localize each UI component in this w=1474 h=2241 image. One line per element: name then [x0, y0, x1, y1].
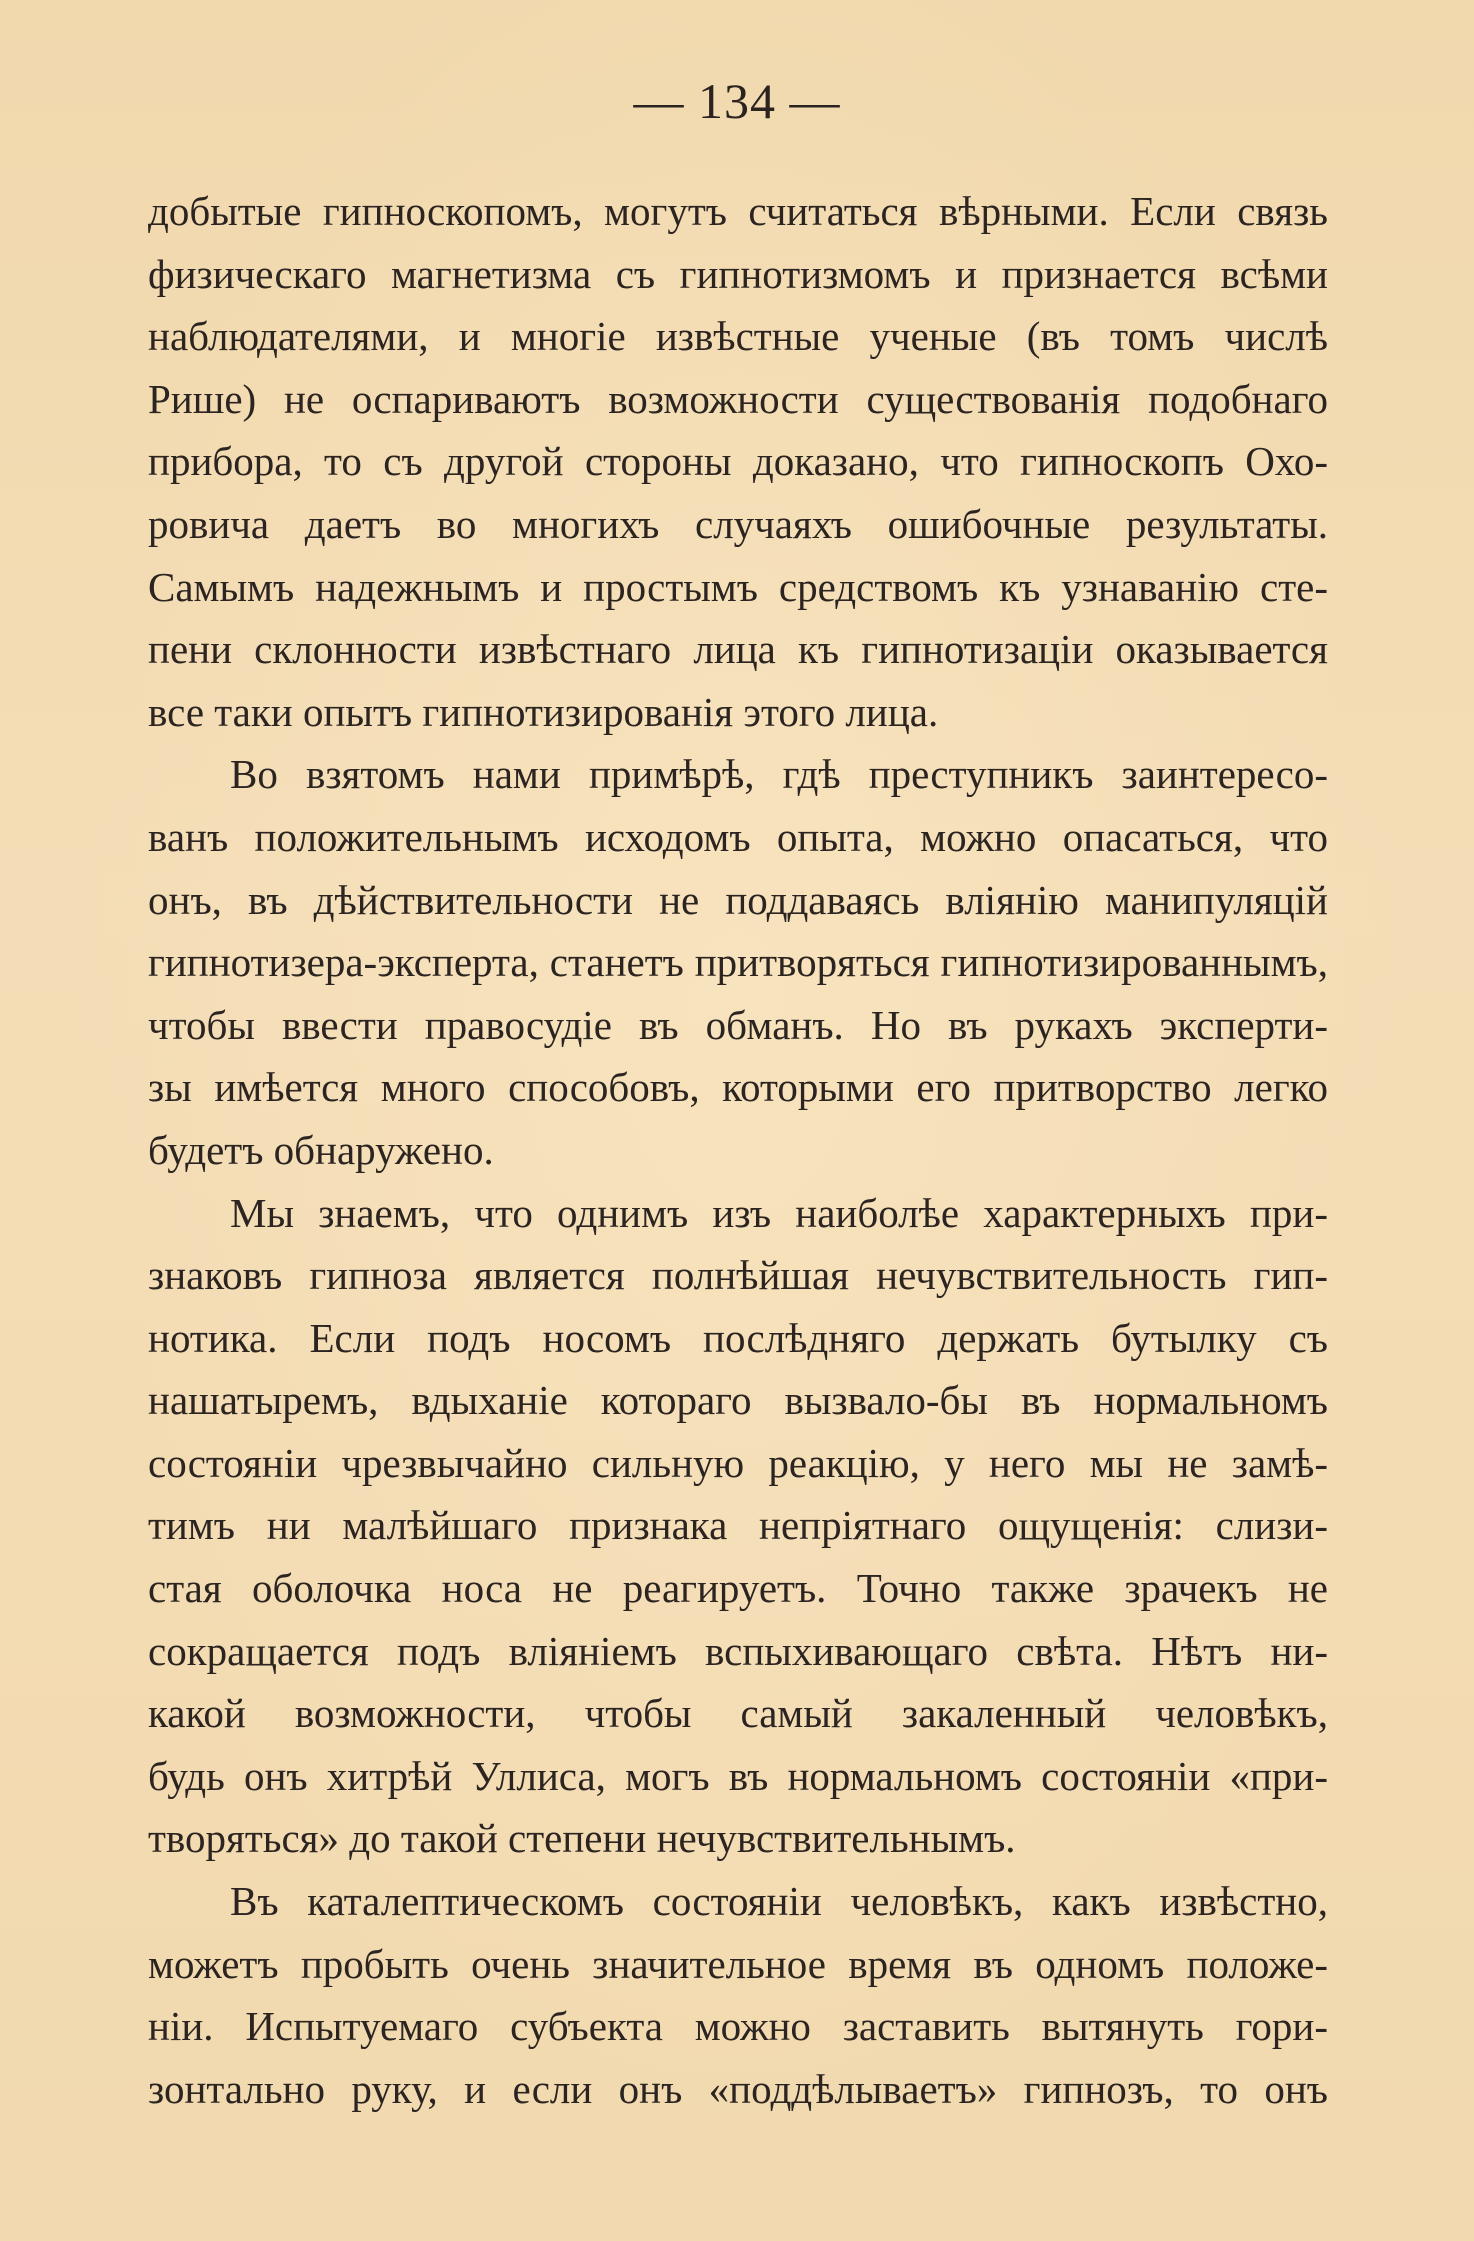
text-line: тимъ ни малѣйшаго признака непріятнаго ощущенія: слизи- — [148, 1502, 1328, 1549]
text-line: будетъ обнаружено. — [148, 1126, 494, 1173]
text-line: будь онъ хитрѣй Уллиса, могъ въ нормальномъ состояніи «при- — [148, 1752, 1328, 1799]
text-line: добытые гипноскопомъ, могутъ считаться вѣрными. Если связь — [148, 188, 1328, 234]
text-line: все таки опытъ гипнотизированія этого лица. — [148, 688, 939, 735]
paragraph-2 — [148, 743, 1328, 1181]
text-line: пени склонности извѣстнаго лица къ гипнотизаціи оказывается — [148, 626, 1328, 673]
text-line: ніи. Испытуемаго субъекта можно заставить вытянуть гори- — [148, 2003, 1328, 2050]
body-text — [148, 180, 1328, 2120]
text-line: ровича даетъ во многихъ случаяхъ ошибочные результаты. — [148, 500, 1328, 547]
text-line: нашатыремъ, вдыханіе котораго вызвало-бы въ нормальномъ — [148, 1377, 1328, 1424]
paragraph-4 — [148, 1870, 1328, 2120]
text-line: прибора, то съ другой стороны доказано, что гипноскопъ Охо- — [148, 438, 1328, 485]
text-line: чтобы ввести правосудіе въ обманъ. Но въ рукахъ эксперти- — [148, 1001, 1328, 1048]
text-line: ванъ положительнымъ исходомъ опыта, можно опасаться, что — [148, 813, 1328, 860]
text-line: Рише) не оспариваютъ возможности существованія подобнаго — [148, 375, 1328, 422]
text-line: онъ, въ дѣйствительности не поддаваясь вліянію манипуляцій — [148, 876, 1328, 923]
text-line: можетъ пробыть очень значительное время въ одномъ положе- — [148, 1940, 1328, 1987]
text-line: Въ каталептическомъ состояніи человѣкъ, какъ извѣстно, — [230, 1878, 1328, 1925]
text-line: творяться» до такой степени нечувствительнымъ. — [148, 1815, 1016, 1862]
text-line: состояніи чрезвычайно сильную реакцію, у него мы не замѣ- — [148, 1439, 1328, 1486]
text-line: физическаго магнетизма съ гипнотизмомъ и признается всѣми — [148, 250, 1328, 297]
text-line: зы имѣется много способовъ, которыми его притворство легко — [148, 1064, 1328, 1111]
text-line: какой возможности, чтобы самый закаленный человѣкъ, — [148, 1690, 1328, 1737]
text-line: гипнотизера-эксперта, станетъ притворяться гипнотизированнымъ, — [148, 939, 1328, 986]
paragraph-3 — [148, 1182, 1328, 1871]
text-line: сокращается подъ вліяніемъ вспыхивающаго свѣта. Нѣтъ ни- — [148, 1627, 1328, 1674]
text-line: знаковъ гипноза является полнѣйшая нечувствительность гип- — [148, 1252, 1328, 1299]
text-line: Самымъ надежнымъ и простымъ средствомъ къ узнаванію сте- — [148, 563, 1328, 610]
text-line: Во взятомъ нами примѣрѣ, гдѣ преступникъ заинтересо- — [230, 751, 1328, 798]
text-line: Мы знаемъ, что однимъ изъ наиболѣе характерныхъ при- — [230, 1189, 1328, 1236]
paragraph-1 — [148, 180, 1328, 743]
text-line: стая оболочка носа не реагируетъ. Точно также зрачекъ не — [148, 1565, 1328, 1612]
text-line: зонтально руку, и если онъ «поддѣлываетъ» гипнозъ, то онъ — [148, 2065, 1328, 2112]
text-line: наблюдателями, и многіе извѣстные ученые (въ томъ числѣ — [148, 313, 1328, 360]
page-number: — 134 — — [633, 73, 841, 129]
text-line: нотика. Если подъ носомъ послѣдняго держать бутылку съ — [148, 1314, 1328, 1361]
